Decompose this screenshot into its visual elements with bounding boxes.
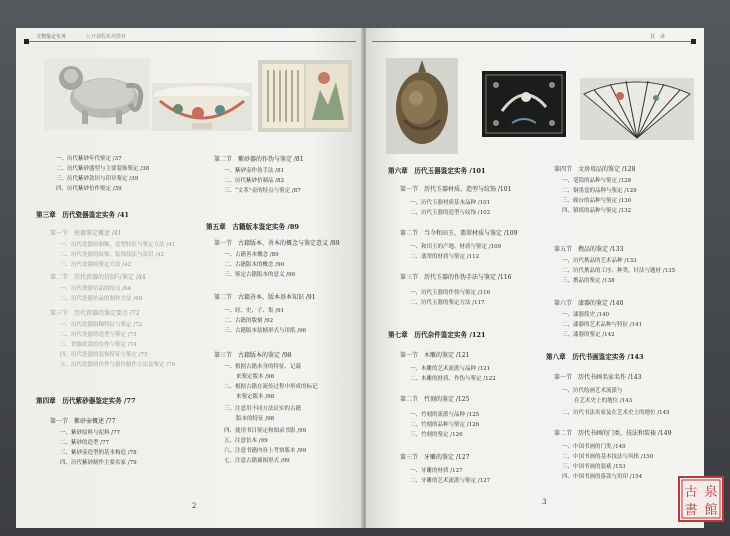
toc-entry: 三、鉴定古籍版本的意义 /90 <box>224 272 296 278</box>
toc-section: 第二节 古籍善本、版本基本知识 /91 <box>214 294 316 301</box>
toc-entry: 三、竹刻的鉴定 /126 <box>410 432 463 438</box>
toc-entry: 二、铜墨盒的品种与鉴定 /129 <box>562 188 637 194</box>
toc-entry: 四、历代紫砂仿作鉴定 /39 <box>56 186 122 192</box>
photo-embroidered-crane-panel <box>482 71 566 137</box>
toc-entry: 二、紫砂的造型 /77 <box>60 440 110 446</box>
toc-section: 第一节 历代书画名家名作 /143 <box>554 374 642 381</box>
toc-entry: 二、根据古籍在流传过程中形成的标记 <box>224 384 318 390</box>
toc-chapter: 第四章 历代紫砂器鉴定实务 /77 <box>36 397 136 405</box>
toc-entry: 一、历代瓷器的胎釉、造型特征与鉴定方法 /41 <box>60 242 176 248</box>
toc-chapter: 第八章 历代书画鉴定实务 /143 <box>546 353 644 361</box>
toc-entry: 一、历代携品的艺术品种 /133 <box>562 258 637 264</box>
toc-entry: 二、中国书画的基本技法与风格 /150 <box>562 454 654 460</box>
photo-porcelain-bowl <box>152 83 252 131</box>
toc-entry: 七、注意古籍插图形式 /99 <box>224 458 290 464</box>
toc-entry: 三、历代紫砂款识与印章鉴定 /39 <box>56 176 139 182</box>
photo-ancient-book <box>258 60 352 132</box>
toc-entry: 一、历代绘画艺术流派与 <box>562 388 623 394</box>
toc-chapter: 第七章 历代杂件鉴定实务 /121 <box>388 331 486 339</box>
collector-seal <box>678 476 724 522</box>
toc-entry: 一、竹刻的流派与品种 /125 <box>410 412 480 418</box>
toc-entry: 三、携品的鉴定 /138 <box>562 278 615 284</box>
toc-section: 第一节 木雕的鉴定 /121 <box>400 352 470 359</box>
toc-entry: 三、历代瓷器的鉴定方法 /42 <box>60 262 132 268</box>
left-page <box>16 28 363 528</box>
toc-entry: 二、古籍的版刻 /92 <box>224 318 274 324</box>
toc-section: 第三节 历代瓷器的鉴定要点 /72 <box>50 310 140 317</box>
toc-entry: 一、历代瓷器胎釉特征与鉴定 /72 <box>60 322 143 328</box>
toc-entry: 二、历代玉器的造型与纹饰 /102 <box>410 210 491 216</box>
toc-section: 第五节 携品的鉴定 /133 <box>554 246 624 253</box>
right-page <box>366 28 704 528</box>
toc-entry: 二、翡翠的材质与鉴定 /112 <box>410 254 480 260</box>
toc-entry: 三、“文革”壶的特点与鉴定 /87 <box>224 188 301 194</box>
toc-entry: 三、漆器的鉴定 /142 <box>562 332 615 338</box>
toc-entry: 四、历代紫砂制作主要名家 /79 <box>60 460 137 466</box>
toc-entry: 在艺术史上的地位 /143 <box>574 398 633 404</box>
toc-entry: 一、紫砂壶作伪手法 /81 <box>224 168 285 174</box>
toc-entry: 四、镇纸的品种与鉴定 /132 <box>562 208 632 214</box>
header-rule <box>26 41 356 42</box>
toc-entry: 一、木雕的艺术流派与品种 /121 <box>410 366 491 372</box>
toc-entry: 二、木雕的材质、作伪与鉴定 /122 <box>410 376 496 382</box>
toc-entry: 三、注意用不同方法证实的古籍 <box>224 406 302 412</box>
toc-section: 第一节 瓷器鉴定概述 /41 <box>50 230 122 237</box>
toc-section: 第四节 文房用品的鉴定 /128 <box>554 166 636 173</box>
page-number: 2 <box>192 502 197 510</box>
toc-entry: 一、历代玉器材质基本品种 /101 <box>410 200 491 206</box>
toc-entry: 一、紫砂原料与泥料 /77 <box>60 430 121 436</box>
toc-entry: 来鉴定版本 /98 <box>236 394 275 400</box>
page-number: 3 <box>542 498 547 506</box>
photo-jade-pendant <box>386 58 458 154</box>
toc-section: 第一节 古籍版本、善本的概念与鉴定意义 /89 <box>214 240 340 247</box>
toc-entry: 二、牙雕的艺术流派与鉴定 /127 <box>410 478 491 484</box>
toc-entry: 一、根据古籍本身的特征、记载 <box>224 364 302 370</box>
seal-char: 書 <box>684 503 698 518</box>
toc-section: 第二节 当今和田玉、翡翠材质与鉴定 /109 <box>400 230 518 237</box>
photo-celadon-vessel <box>44 58 150 130</box>
toc-entry: 二、历代携品的工序、种类、针法与题材 /135 <box>562 268 676 274</box>
header-subtitle: 公开课程系列教材 <box>86 34 127 40</box>
toc-chapter: 第五章 古籍版本鉴定实务 /89 <box>206 223 300 231</box>
toc-entry: 四、使用书目鉴定和图录书影 /99 <box>224 428 307 434</box>
toc-entry: 一、漆器简史 /140 <box>562 312 610 318</box>
toc-entry: 二、历代紫砂仿制品 /82 <box>224 178 285 184</box>
seal-char: 古 <box>684 485 698 500</box>
toc-entry: 一、历代瓷器仿品的特点 /64 <box>60 286 132 292</box>
toc-chapter: 第六章 历代玉器鉴定实务 /101 <box>388 167 486 175</box>
toc-entry: 一、和田玉的产地、材质与鉴定 /109 <box>410 244 502 250</box>
toc-entry: 二、竹刻的品种与鉴定 /126 <box>410 422 480 428</box>
toc-entry: 二、历代瓷器的纹饰、装饰技法与款识 /42 <box>60 252 165 258</box>
toc-entry: 一、古籍善本概念 /89 <box>224 252 279 258</box>
toc-entry: 五、注意仿本 /99 <box>224 438 268 444</box>
toc-section: 第六节 漆器的鉴定 /140 <box>554 300 624 307</box>
toc-entry: 四、历代瓷器的装饰特征与鉴定 /75 <box>60 352 148 358</box>
toc-entry: 三、古籍版本装帧形式与用纸 /96 <box>224 328 307 334</box>
toc-section: 第一节 历代玉器材质、造型与纹饰 /101 <box>400 186 512 193</box>
header-rule <box>372 41 692 42</box>
toc-entry: 二、历代瓷器仿品的制作方法 /68 <box>60 296 143 302</box>
toc-entry: 二、历代书法名家及在艺术史上的地位 /145 <box>562 410 670 416</box>
crop-mark <box>24 39 29 44</box>
toc-section: 第一节 紫砂壶概述 /77 <box>50 418 116 425</box>
toc-entry: 二、历代紫砂器型与主要装饰鉴定 /38 <box>56 166 150 172</box>
toc-entry: 二、漆器的艺术品种与特征 /141 <box>562 322 643 328</box>
toc-entry: 三、砚台的品种与鉴定 /130 <box>562 198 632 204</box>
toc-entry: 一、经、史、子、集 /91 <box>224 308 285 314</box>
crop-mark <box>691 39 696 44</box>
toc-entry: 一、历代紫砂年代鉴定 /37 <box>56 156 122 162</box>
toc-entry: 四、中国书画的落款与用印 /154 <box>562 474 643 480</box>
toc-entry: 三、瓷器底款的仿作与鉴定 /74 <box>60 342 137 348</box>
toc-section: 第二节 历代瓷器的仿制与鉴定 /44 <box>50 274 146 281</box>
toc-section: 第三节 历代玉器的作伪手法与鉴定 /116 <box>400 274 512 281</box>
header-title: 目 录 <box>650 34 666 40</box>
toc-entry: 五、历代瓷器的仿作与新仿制作方法及鉴定 /76 <box>60 362 176 368</box>
seal-char: 泉 <box>704 485 718 500</box>
toc-entry: 三、中国书画的装裱 /153 <box>562 464 626 470</box>
toc-entry: 一、中国书画的门类 /149 <box>562 444 626 450</box>
photo-folding-fan <box>580 78 694 140</box>
toc-entry: 一、历代玉器的作伪与鉴定 /116 <box>410 290 491 296</box>
toc-section: 第三节 牙雕的鉴定 /127 <box>400 454 470 461</box>
toc-entry: 二、历代瓷器的造型与鉴定 /73 <box>60 332 137 338</box>
toc-entry: 版本的特征 /98 <box>236 416 275 422</box>
toc-chapter: 第三章 历代瓷器鉴定实务 /41 <box>36 211 130 219</box>
toc-section: 第二节 历代书画的门类、技法和装裱 /149 <box>554 430 672 437</box>
toc-entry: 来鉴定版本 /98 <box>236 374 275 380</box>
toc-entry: 三、紫砂壶造型的基本构造 /78 <box>60 450 137 456</box>
toc-section: 第三节 古籍版本的鉴定 /98 <box>214 352 292 359</box>
toc-section: 第二节 竹刻的鉴定 /125 <box>400 396 470 403</box>
toc-entry: 一、笔筒的品种与鉴定 /128 <box>562 178 632 184</box>
seal-char: 館 <box>704 503 718 518</box>
toc-entry: 六、注意书籍内容上考察版本 /99 <box>224 448 307 454</box>
toc-entry: 一、牙雕的材质 /127 <box>410 468 463 474</box>
toc-entry: 二、古籍版本的概念 /90 <box>224 262 285 268</box>
toc-entry: 二、历代玉器的鉴定方法 /117 <box>410 300 485 306</box>
header-title: 文物鉴定实务 <box>36 34 67 40</box>
toc-section: 第二节 紫砂器的作伪与鉴定 /81 <box>214 156 304 163</box>
